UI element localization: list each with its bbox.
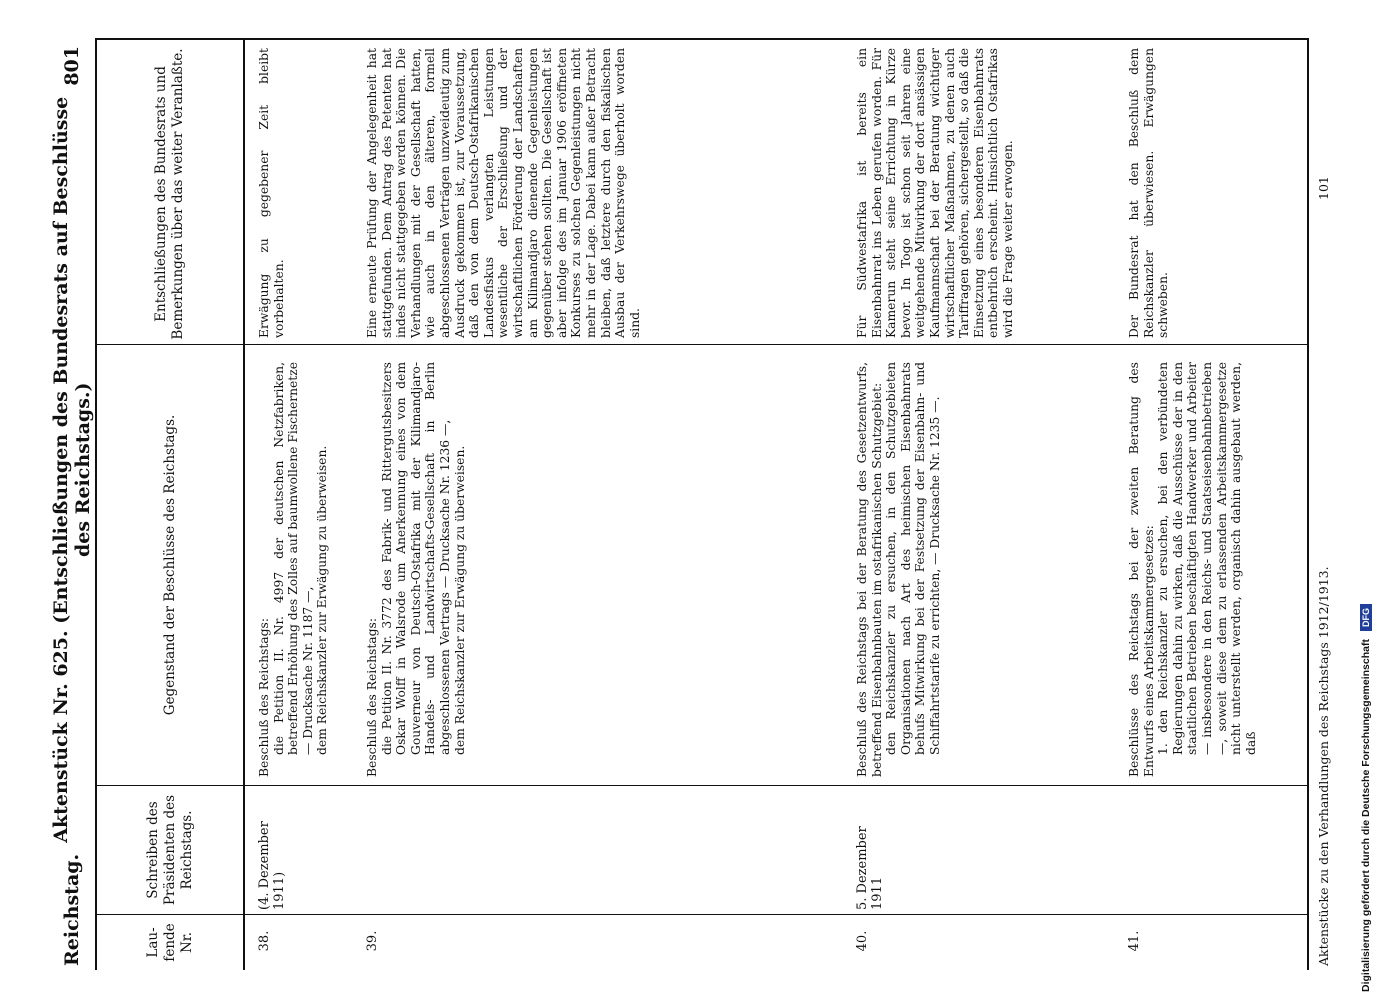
col-header-num: Lau-fende Nr. xyxy=(144,923,195,962)
subject-text: 1. den Reichskanzler zu ersuchen, bei den verbündeten Regierungen dahin zu wirken, daß die Ausschüsse der in den staatlichen Betrieben beschäftigten Handwerker und Arbeiter — insbesondere in den Reichs- und Staatseisenbahnbetrieben —, soweit diese dem zu erlassenden Arbeitskammergesetze nicht unterstellt werden, organisch dahin ausgebaut werden, daß xyxy=(1156,362,1258,755)
subject-intro: Beschlüsse des Reichstags bei der zweiten Beratung des Entwurfs eines Arbeitskammergesetzes: xyxy=(1127,362,1156,777)
row-number: 38. xyxy=(257,930,272,952)
page-header xyxy=(52,46,92,966)
dfg-logo: DFG xyxy=(1360,604,1372,631)
row-subject xyxy=(257,362,330,777)
row-subject xyxy=(1127,362,1258,777)
subject-text: dem Reichskanzler zur Erwägung zu überweisen. xyxy=(452,445,467,755)
row-subject xyxy=(365,362,467,777)
row-date: (4. Dezember 1911) xyxy=(257,821,287,910)
subject-text: die Petition II. Nr. 3772 des Fabrik- und Rittergutsbesitzers Oskar Wolff in Walsrode um Anerkennung eines von dem Gouverneur von Deutsch-Ostafrika mit der Kilimandjaro-Handels- und Landwirtschafts-Gesellschaft in Berlin abgeschlossenen Vertrags — Drucksache Nr. 1236 —, xyxy=(379,362,452,755)
credit-text: Digitalisierung gefördert durch die Deutsche Forschungsgemeinschaft xyxy=(1360,639,1372,992)
subject-text: dem Reichskanzler zur Erwägung zu überweisen. xyxy=(315,445,330,755)
subject-intro: Beschluß des Reichstags: xyxy=(257,618,271,777)
digitization-credit xyxy=(1360,32,1372,992)
row-remark: Der Bundesrat hat den Beschluß dem Reichskanzler überwiesen. Erwägungen schweben. xyxy=(1127,48,1171,338)
col-divider xyxy=(97,344,1307,345)
row-remark: Für Südwestafrika ist bereits ein Eisenbahnrat ins Leben gerufen worden. Für Kamerun steht seine Errichtung in Kürze bevor. In Togo ist schon seit Jahren eine weitgehende Mitwirkung der dort ansässigen Kaufmannschaft bei der Beratung wichtiger wirtschaftlicher Maßnahmen, zu denen auch Tariffragen gehören, sichergestellt, so daß die Einsetzung eines besonderen Eisenbahnrats entbehrlich erscheint. Hinsichtlich Ostafrikas wird die Frage weiter erwogen. xyxy=(855,48,1015,338)
subject-intro: Beschluß des Reichstags bei der Beratung des Gesetzentwurfs, betreffend Eisenbahnbauten im ostafrikanischen Schutzgebiet: xyxy=(855,362,884,777)
col-header-date: Schreiben des Präsidenten des Reichstags. xyxy=(144,794,195,906)
col-divider xyxy=(97,914,1307,915)
row-remark: Erwägung zu gegebener Zeit bleibt vorbehalten. xyxy=(257,48,286,338)
row-number: 39. xyxy=(365,930,380,952)
header-title: Aktenstück Nr. 625. (Entschließungen des Bundesrats auf Beschlüsse des Reichstags.) xyxy=(50,96,94,843)
page-footer: Aktenstücke zu den Verhandlungen des Reichstags 1912/1913. xyxy=(1316,566,1331,966)
header-left: Reichstag. xyxy=(61,853,83,966)
subject-intro: Beschluß des Reichstags: xyxy=(365,618,379,777)
subject-text: die Petition II. Nr. 4997 der deutschen Netzfabriken, betreffend Erhöhung des Zolles auf baumwollene Fischernetze — Drucksache Nr. 1187 —, xyxy=(271,362,315,755)
subject-text: den Reichskanzler zu ersuchen, in den Schutzgebieten Organisationen nach Art des heimischen Eisenbahnrats behufs Mitwirkung bei der Festsetzung der Eisenbahn- und Schiffahrtstarife zu errichten, — Drucksache Nr. 1235 —. xyxy=(884,362,942,755)
row-number: 40. xyxy=(855,930,870,952)
row-remark: Eine erneute Prüfung der Angelegenheit hat stattgefunden. Dem Antrag des Petenten hat indes nicht stattgegeben werden können. Die Verhandlungen mit der Gesellschaft hatten, wie auch in den älteren, formell abgeschlossenen Verträgen unzweideutig zum Ausdruck gekommen ist, zur Voraussetzung, daß den von dem Deutsch-Ostafrikanischen Landesfiskus verlangten Leistungen wesentliche der Erschließung und der wirtschaftlichen Förderung der Landschaften am Kilimandjaro dienende Gegenleistungen gegenüber stehen sollten. Die Gesellschaft ist aber infolge des im Januar 1906 eröffneten Konkurses zu solchen Gegenleistungen nicht mehr in der Lage. Dabei kann außer Betracht bleiben, daß letztere durch den fiskalischen Ausbau der Verkehrswege überholt worden sind. xyxy=(365,48,642,338)
row-subject xyxy=(855,362,943,777)
table-header xyxy=(97,40,245,970)
col-header-subject: Gegenstand der Beschlüsse des Reichstags. xyxy=(161,414,178,716)
col-divider xyxy=(97,785,1307,786)
decisions-table xyxy=(95,38,1309,970)
footer-page-number: 101 xyxy=(1316,176,1331,200)
row-date: 5. Dezember 1911 xyxy=(855,826,885,910)
page-number: 801 xyxy=(61,46,83,86)
col-header-remark: Entschließungen des Bundesrats und Bemerkungen über das weiter Veranlaßte. xyxy=(153,48,186,340)
row-number: 41. xyxy=(1127,930,1142,952)
